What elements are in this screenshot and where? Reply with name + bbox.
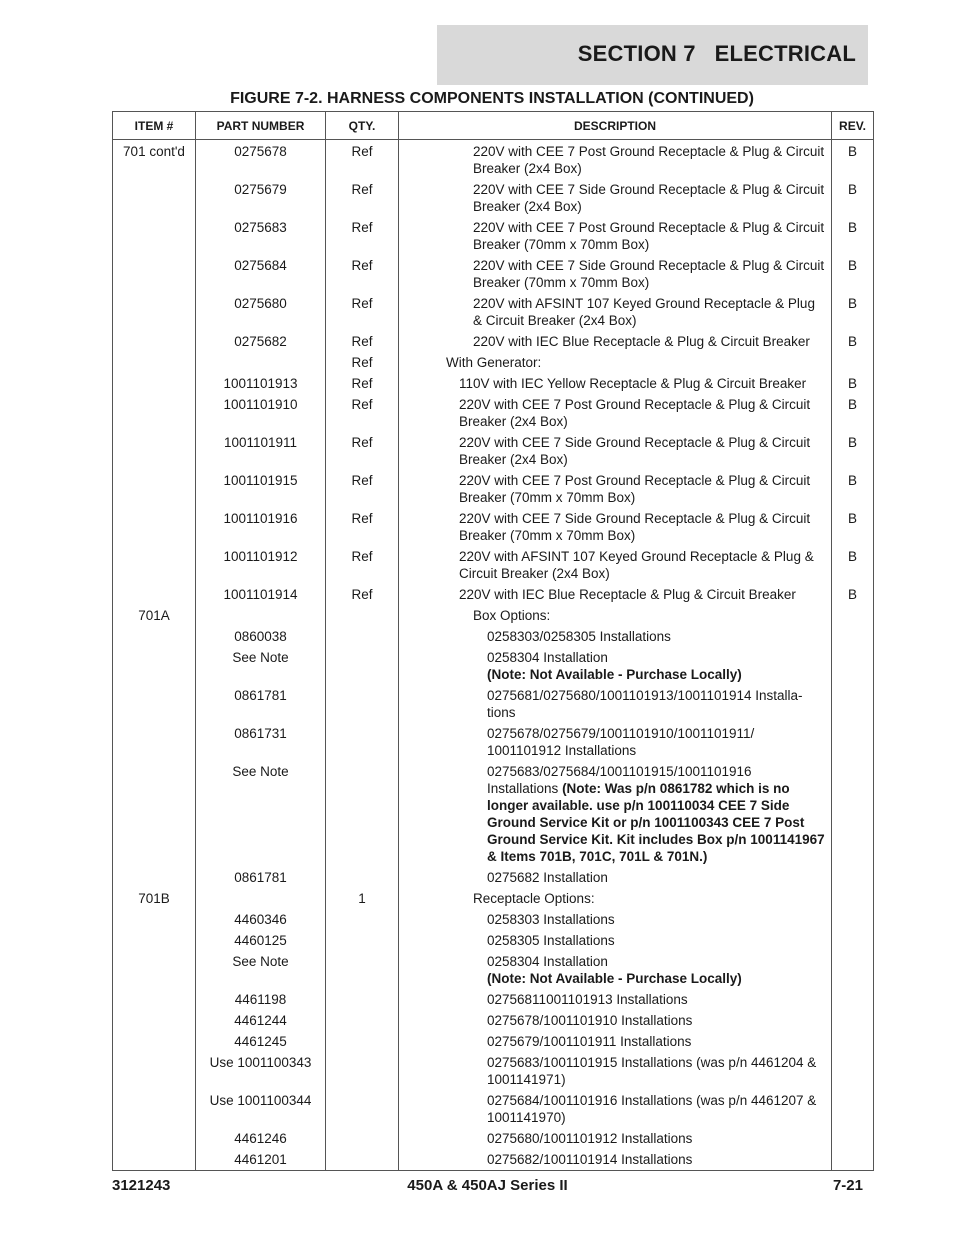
part-number-cell: 1001101916: [196, 508, 326, 546]
column-header-rev: REV.: [832, 112, 874, 140]
description-text: 220V with CEE 7 Side Ground Receptacle & Plug & Circuit Breaker (70mm x 70mm Box): [459, 511, 811, 543]
part-number-cell: Use 1001100343: [196, 1052, 326, 1090]
part-number-cell: [196, 605, 326, 626]
description-text: 02756811001101913 Installations: [487, 992, 688, 1007]
part-number-cell: See Note: [196, 647, 326, 685]
table-row: [113, 685, 874, 723]
description-cell: [399, 989, 832, 1010]
rev-cell: B: [832, 584, 874, 605]
rev-cell: [832, 352, 874, 373]
table-row: [113, 888, 874, 909]
table-row: [113, 1031, 874, 1052]
section-header-band: [437, 25, 868, 85]
table-row: [113, 179, 874, 217]
table-row: [113, 293, 874, 331]
description-text: 0258303/0258305 Installations: [487, 629, 671, 644]
item-cell: [113, 951, 196, 989]
rev-cell: B: [832, 546, 874, 584]
description-cell: [399, 1090, 832, 1128]
qty-cell: [326, 1128, 399, 1149]
rev-cell: B: [832, 331, 874, 352]
table-header-row: [113, 112, 874, 140]
table-row: [113, 140, 874, 180]
qty-cell: [326, 1031, 399, 1052]
table-row: [113, 930, 874, 951]
rev-cell: B: [832, 140, 874, 180]
part-number-cell: 4461201: [196, 1149, 326, 1171]
item-cell: [113, 909, 196, 930]
description-text: 0258305 Installations: [487, 933, 615, 948]
table-row: [113, 989, 874, 1010]
qty-cell: [326, 1010, 399, 1031]
rev-cell: [832, 605, 874, 626]
table-row: [113, 470, 874, 508]
table-row: [113, 1149, 874, 1171]
part-number-cell: See Note: [196, 951, 326, 989]
item-cell: 701A: [113, 605, 196, 626]
description-text: 0275678/1001101910 Installations: [487, 1013, 693, 1028]
rev-cell: B: [832, 373, 874, 394]
column-header-description: DESCRIPTION: [399, 112, 832, 140]
qty-cell: [326, 1052, 399, 1090]
rev-cell: B: [832, 293, 874, 331]
description-cell: [399, 605, 832, 626]
item-cell: 701 cont'd: [113, 140, 196, 180]
table-row: [113, 508, 874, 546]
qty-cell: Ref: [326, 546, 399, 584]
description-text: 0275678/0275679/1001101910/1001101911/ 1001101912 Installations: [487, 726, 755, 758]
description-cell: [399, 647, 832, 685]
description-cell: [399, 140, 832, 180]
qty-cell: Ref: [326, 584, 399, 605]
rev-cell: [832, 1031, 874, 1052]
description-text: 0275684/1001101916 Installations (was p/n 4461207 & 1001141970): [487, 1093, 817, 1125]
rev-cell: B: [832, 394, 874, 432]
description-text: 0275681/0275680/1001101913/1001101914 Installa-tions: [487, 688, 803, 720]
part-number-cell: 4461198: [196, 989, 326, 1010]
item-cell: [113, 867, 196, 888]
qty-cell: [326, 761, 399, 867]
description-cell: [399, 373, 832, 394]
table-row: [113, 951, 874, 989]
description-text: 0258304 Installation: [487, 650, 608, 665]
section-title: SECTION 7 ELECTRICAL: [577, 41, 856, 66]
qty-cell: Ref: [326, 217, 399, 255]
description-text: 220V with AFSINT 107 Keyed Ground Receptacle & Plug & Circuit Breaker (2x4 Box): [459, 549, 814, 581]
part-number-cell: 0275684: [196, 255, 326, 293]
description-text: 0275683/1001101915 Installations (was p/n 4461204 & 1001141971): [487, 1055, 817, 1087]
part-number-cell: 4460346: [196, 909, 326, 930]
table-row: [113, 1090, 874, 1128]
table-row: [113, 394, 874, 432]
description-cell: [399, 1010, 832, 1031]
part-number-cell: 0275683: [196, 217, 326, 255]
description-cell: [399, 930, 832, 951]
item-cell: [113, 1031, 196, 1052]
qty-cell: [326, 951, 399, 989]
item-cell: [113, 1010, 196, 1031]
rev-cell: B: [832, 508, 874, 546]
part-number-cell: 4461245: [196, 1031, 326, 1052]
part-number-cell: 0275679: [196, 179, 326, 217]
rev-cell: B: [832, 432, 874, 470]
table-row: [113, 761, 874, 867]
description-text: 0275683/0275684/1001101915/1001101916 Installations: [487, 764, 752, 796]
part-number-cell: 1001101913: [196, 373, 326, 394]
part-number-cell: 0860038: [196, 626, 326, 647]
rev-cell: [832, 1128, 874, 1149]
description-text: 220V with CEE 7 Side Ground Receptacle & Plug & Circuit Breaker (70mm x 70mm Box): [473, 258, 825, 290]
qty-cell: [326, 1090, 399, 1128]
description-text: 220V with CEE 7 Side Ground Receptacle & Plug & Circuit Breaker (2x4 Box): [473, 182, 825, 214]
description-cell: [399, 951, 832, 989]
item-cell: [113, 217, 196, 255]
description-text: 220V with AFSINT 107 Keyed Ground Receptacle & Plug & Circuit Breaker (2x4 Box): [473, 296, 815, 328]
description-note: (Note: Was p/n 0861782 which is no longer available. use p/n 100110034 CEE 7 Side Ground Service Kit or p/n 1001100343 CEE 7 Post Ground Service Kit. Kit includes Box p/n 1001141967 & Items 701B, 701C, 701L & 701N.): [487, 781, 825, 864]
description-cell: [399, 761, 832, 867]
column-header-part-number: PART NUMBER: [196, 112, 326, 140]
table-row: [113, 373, 874, 394]
description-cell: [399, 432, 832, 470]
description-cell: [399, 888, 832, 909]
description-cell: [399, 394, 832, 432]
description-cell: [399, 867, 832, 888]
qty-cell: Ref: [326, 179, 399, 217]
table-row: [113, 626, 874, 647]
item-cell: [113, 432, 196, 470]
qty-cell: [326, 685, 399, 723]
qty-cell: [326, 605, 399, 626]
description-text: 220V with CEE 7 Post Ground Receptacle & Plug & Circuit Breaker (70mm x 70mm Box): [473, 220, 825, 252]
rev-cell: [832, 1090, 874, 1128]
rev-cell: [832, 647, 874, 685]
rev-cell: [832, 1149, 874, 1171]
item-cell: [113, 1052, 196, 1090]
item-cell: [113, 508, 196, 546]
qty-cell: Ref: [326, 293, 399, 331]
item-cell: [113, 255, 196, 293]
description-cell: [399, 1128, 832, 1149]
item-cell: [113, 685, 196, 723]
description-text: 220V with CEE 7 Post Ground Receptacle & Plug & Circuit Breaker (2x4 Box): [473, 144, 825, 176]
table-row: [113, 584, 874, 605]
table-row: [113, 647, 874, 685]
table-row: [113, 909, 874, 930]
qty-cell: Ref: [326, 352, 399, 373]
qty-cell: 1: [326, 888, 399, 909]
part-number-cell: 0861731: [196, 723, 326, 761]
part-number-cell: 0861781: [196, 685, 326, 723]
rev-cell: [832, 723, 874, 761]
part-number-cell: 0861781: [196, 867, 326, 888]
description-text: 0275682/1001101914 Installations: [487, 1152, 693, 1167]
description-cell: [399, 1052, 832, 1090]
item-cell: [113, 546, 196, 584]
rev-cell: [832, 989, 874, 1010]
footer-doc-number: 3121243: [112, 1177, 171, 1194]
rev-cell: [832, 951, 874, 989]
description-cell: [399, 255, 832, 293]
table-row: [113, 331, 874, 352]
description-text: Receptacle Options:: [473, 891, 595, 906]
table-row: [113, 432, 874, 470]
description-cell: [399, 1031, 832, 1052]
item-cell: [113, 293, 196, 331]
description-cell: [399, 1149, 832, 1171]
table-row: [113, 352, 874, 373]
qty-cell: [326, 930, 399, 951]
description-cell: [399, 293, 832, 331]
description-text: 0275680/1001101912 Installations: [487, 1131, 693, 1146]
part-number-cell: 0275682: [196, 331, 326, 352]
rev-cell: [832, 867, 874, 888]
rev-cell: [832, 888, 874, 909]
part-number-cell: 4460125: [196, 930, 326, 951]
column-header-item: ITEM #: [113, 112, 196, 140]
part-number-cell: 1001101910: [196, 394, 326, 432]
description-note: (Note: Not Available - Purchase Locally): [487, 667, 742, 682]
qty-cell: Ref: [326, 140, 399, 180]
footer-model: 450A & 450AJ Series II: [407, 1177, 568, 1194]
part-number-cell: 0275678: [196, 140, 326, 180]
table-row: [113, 605, 874, 626]
table-row: [113, 255, 874, 293]
rev-cell: B: [832, 217, 874, 255]
qty-cell: [326, 909, 399, 930]
item-cell: [113, 761, 196, 867]
part-number-cell: 1001101914: [196, 584, 326, 605]
item-cell: [113, 1149, 196, 1171]
footer-page-number: 7-21: [832, 1177, 863, 1194]
column-header-qty: QTY.: [326, 112, 399, 140]
item-cell: [113, 331, 196, 352]
item-cell: [113, 352, 196, 373]
item-cell: [113, 179, 196, 217]
description-cell: [399, 584, 832, 605]
item-cell: 701B: [113, 888, 196, 909]
table-body: [113, 140, 874, 1171]
qty-cell: [326, 723, 399, 761]
rev-cell: B: [832, 470, 874, 508]
table-row: [113, 546, 874, 584]
item-cell: [113, 930, 196, 951]
description-text: With Generator:: [446, 355, 542, 370]
qty-cell: Ref: [326, 432, 399, 470]
description-text: Box Options:: [473, 608, 551, 623]
description-cell: [399, 723, 832, 761]
description-text: 0258303 Installations: [487, 912, 615, 927]
part-number-cell: 0275680: [196, 293, 326, 331]
part-number-cell: Use 1001100344: [196, 1090, 326, 1128]
part-number-cell: 1001101912: [196, 546, 326, 584]
table-row: [113, 1010, 874, 1031]
description-text: 0275682 Installation: [487, 870, 608, 885]
part-number-cell: 1001101911: [196, 432, 326, 470]
item-cell: [113, 723, 196, 761]
qty-cell: Ref: [326, 373, 399, 394]
description-text: 0258304 Installation: [487, 954, 608, 969]
qty-cell: [326, 989, 399, 1010]
qty-cell: Ref: [326, 331, 399, 352]
description-cell: [399, 352, 832, 373]
rev-cell: B: [832, 255, 874, 293]
description-text: 110V with IEC Yellow Receptacle & Plug & Circuit Breaker: [459, 376, 807, 391]
parts-table: [112, 111, 874, 1171]
description-cell: [399, 508, 832, 546]
qty-cell: [326, 647, 399, 685]
description-text: 220V with CEE 7 Post Ground Receptacle & Plug & Circuit Breaker (70mm x 70mm Box): [459, 473, 811, 505]
item-cell: [113, 647, 196, 685]
part-number-cell: [196, 352, 326, 373]
rev-cell: [832, 1010, 874, 1031]
item-cell: [113, 470, 196, 508]
rev-cell: [832, 930, 874, 951]
part-number-cell: 4461246: [196, 1128, 326, 1149]
qty-cell: Ref: [326, 394, 399, 432]
description-cell: [399, 217, 832, 255]
item-cell: [113, 1090, 196, 1128]
item-cell: [113, 989, 196, 1010]
description-cell: [399, 179, 832, 217]
rev-cell: [832, 1052, 874, 1090]
description-cell: [399, 685, 832, 723]
part-number-cell: 1001101915: [196, 470, 326, 508]
part-number-cell: 4461244: [196, 1010, 326, 1031]
qty-cell: Ref: [326, 255, 399, 293]
description-cell: [399, 470, 832, 508]
table-row: [113, 1052, 874, 1090]
rev-cell: B: [832, 179, 874, 217]
qty-cell: [326, 626, 399, 647]
description-cell: [399, 331, 832, 352]
table-row: [113, 867, 874, 888]
qty-cell: Ref: [326, 470, 399, 508]
item-cell: [113, 584, 196, 605]
table-row: [113, 1128, 874, 1149]
description-text: 220V with IEC Blue Receptacle & Plug & Circuit Breaker: [473, 334, 810, 349]
figure-title: FIGURE 7-2. HARNESS COMPONENTS INSTALLATION (CONTINUED): [230, 90, 754, 107]
table-row: [113, 217, 874, 255]
qty-cell: [326, 867, 399, 888]
description-text: 220V with CEE 7 Side Ground Receptacle & Plug & Circuit Breaker (2x4 Box): [459, 435, 811, 467]
rev-cell: [832, 626, 874, 647]
part-number-cell: See Note: [196, 761, 326, 867]
item-cell: [113, 394, 196, 432]
description-text: 0275679/1001101911 Installations: [487, 1034, 692, 1049]
item-cell: [113, 1128, 196, 1149]
description-text: 220V with IEC Blue Receptacle & Plug & Circuit Breaker: [459, 587, 796, 602]
description-text: 220V with CEE 7 Post Ground Receptacle & Plug & Circuit Breaker (2x4 Box): [459, 397, 811, 429]
rev-cell: [832, 909, 874, 930]
description-cell: [399, 626, 832, 647]
description-cell: [399, 909, 832, 930]
item-cell: [113, 626, 196, 647]
part-number-cell: [196, 888, 326, 909]
description-note: (Note: Not Available - Purchase Locally): [487, 971, 742, 986]
rev-cell: [832, 761, 874, 867]
description-cell: [399, 546, 832, 584]
table-row: [113, 723, 874, 761]
rev-cell: [832, 685, 874, 723]
qty-cell: [326, 1149, 399, 1171]
qty-cell: Ref: [326, 508, 399, 546]
item-cell: [113, 373, 196, 394]
